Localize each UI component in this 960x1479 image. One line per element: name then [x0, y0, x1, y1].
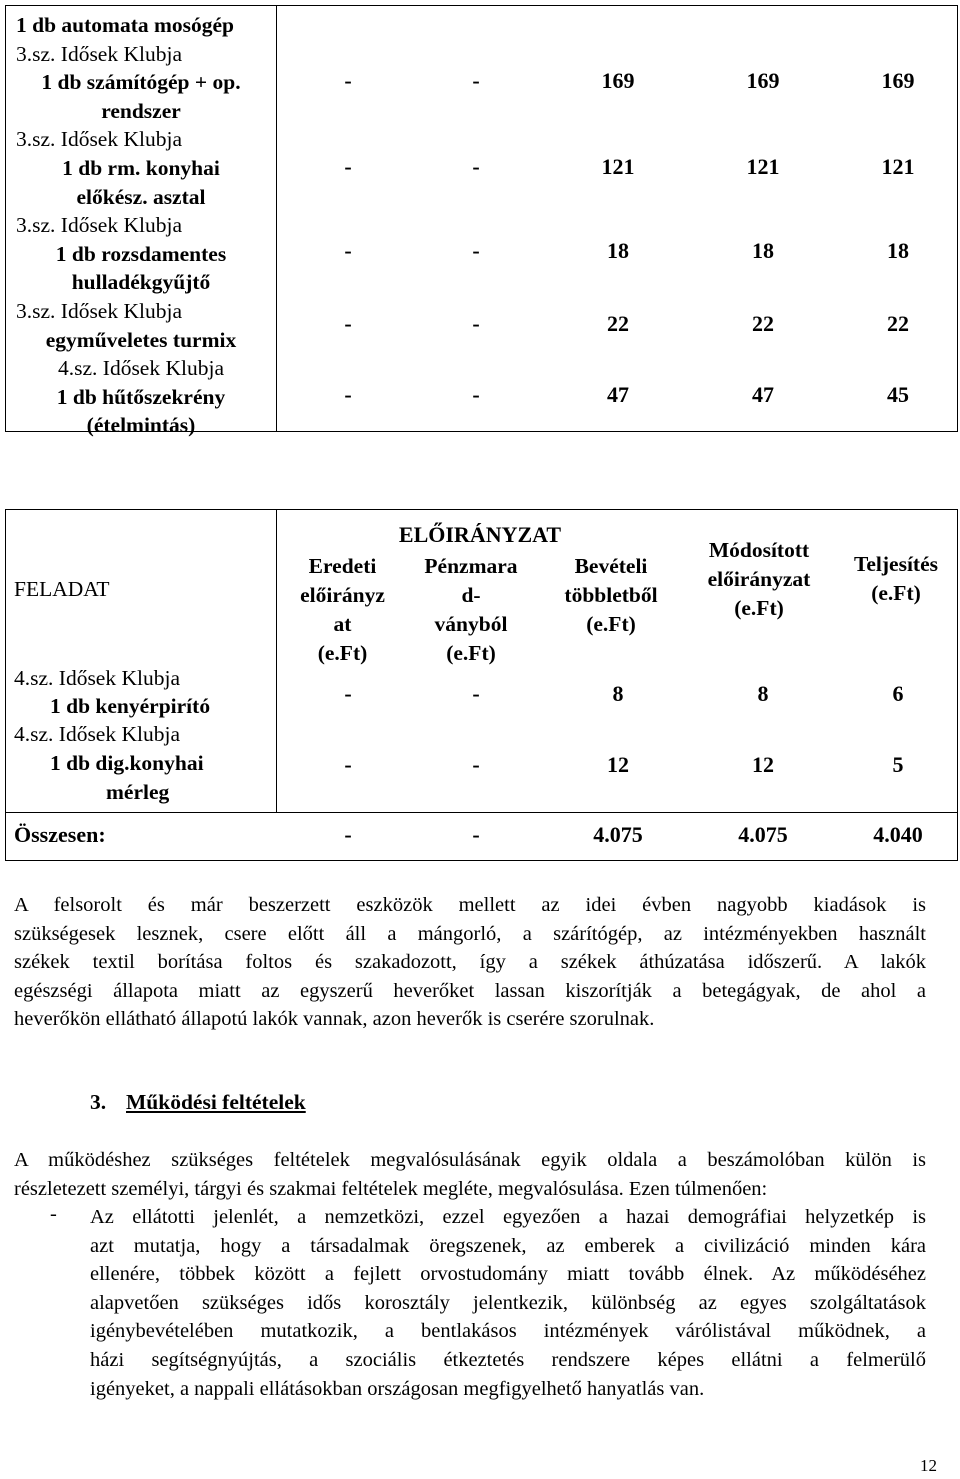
header-penzmaradvany	[401, 552, 541, 668]
header-teljesites	[834, 550, 958, 608]
equipment-line: hulladékgyűjtő	[71, 270, 211, 295]
equipment-line: 1 db rozsdamentes	[55, 241, 227, 266]
table-cell: -	[344, 154, 352, 179]
page-number: 12	[920, 1456, 937, 1475]
header-line: előirányz	[300, 583, 385, 607]
table-cell: -	[472, 311, 480, 336]
equipment-line: 1 db rm. konyhai	[62, 155, 220, 180]
bullet-dash: -	[50, 1203, 57, 1225]
header-line: Teljesítés	[854, 552, 938, 576]
header-line: Pénzmara	[424, 554, 518, 578]
table-column-divider	[276, 6, 277, 431]
header-line: Módosított	[708, 538, 810, 562]
table-cell: -	[472, 752, 480, 777]
text-line: részletezett személyi, tárgyi és szakmai feltételek megléte, megvalósulása. Ezen túlmenően:	[14, 1177, 768, 1200]
table-cell: 45	[887, 382, 909, 407]
text-line: egészségi állapota miatt az egyszerű heverőket lassan kiszorítják a betegágyak, de ahol a	[14, 979, 926, 1002]
item2-line2: 1 db dig.konyhai	[50, 751, 204, 775]
table-cell: 169	[881, 68, 915, 93]
table-cell: -	[344, 382, 352, 407]
header-line: (e.Ft)	[586, 612, 636, 636]
budget-table	[5, 509, 958, 861]
text-line: igényeket, a nappali ellátásokban országosan megfigyelhető hanyatlás van.	[90, 1377, 705, 1400]
table-cell: 22	[887, 311, 909, 336]
table-cell: 6	[892, 681, 904, 706]
item1-line1: 4.sz. Idősek Klubja	[14, 666, 180, 690]
bullet-paragraph	[90, 1203, 926, 1403]
equipment-names-column	[6, 11, 276, 440]
equipment-line: 3.sz. Idősek Klubja	[16, 127, 182, 152]
text-line: székek textil borítása foltos és szakadozott, így a székek áthúzatása időszerű. A lakók	[14, 951, 926, 974]
equipment-line: 1 db automata mosógép	[16, 13, 235, 37]
header-line: (e.Ft)	[734, 596, 784, 620]
text-line: szükségesek lesznek, csere előtt áll a mángorló, a szárítógép, az intézményekben használt	[14, 922, 926, 945]
table-cell: 47	[752, 382, 774, 407]
table-cell: 121	[746, 154, 780, 179]
total-cell: 4.075	[593, 822, 643, 847]
eloiranyzat-header: ELŐIRÁNYZAT	[398, 522, 562, 547]
text-line: alapvetően szükséges idős korosztály jelentkezik, különbség az egyes szolgáltatások	[90, 1291, 926, 1314]
text-line: heverőkön ellátható állapotú lakók vannak, azon heverők is cserére szorulnak.	[14, 1008, 655, 1031]
header-line: ványból	[434, 612, 508, 636]
table-cell: -	[344, 68, 352, 93]
total-cell: 4.075	[738, 822, 788, 847]
equipment-line: egyműveletes turmix	[45, 327, 237, 352]
text-line: A felsorolt és már beszerzett eszközök mellett az idei évben nagyobb kiadások is	[14, 894, 926, 916]
total-label: Összesen:	[14, 822, 106, 847]
table-cell: 8	[757, 681, 769, 706]
header-line: (e.Ft)	[317, 641, 368, 665]
table-cell: 5	[892, 752, 904, 777]
header-line: (e.Ft)	[871, 581, 921, 605]
total-cell: -	[472, 822, 480, 847]
header-line: (e.Ft)	[446, 641, 496, 665]
table-cell: -	[472, 68, 480, 93]
text-line: házi segítségnyújtás, a szociális étkeztetés rendszere képes ellátni a felmerülő	[90, 1348, 926, 1371]
equipment-line: 3.sz. Idősek Klubja	[16, 41, 182, 66]
table-cell: 169	[746, 68, 780, 93]
equipment-line: előkész. asztal	[76, 184, 206, 209]
table-cell: 169	[601, 68, 635, 93]
table-cell: -	[344, 238, 352, 263]
table-cell: -	[344, 311, 352, 336]
paragraph-equipment-needs	[14, 891, 926, 1034]
header-line: előirányzat	[707, 567, 811, 591]
header-line: Eredeti	[308, 554, 377, 578]
table-cell: -	[472, 382, 480, 407]
table-cell: -	[344, 681, 352, 706]
table-cell: 22	[752, 311, 774, 336]
equipment-line: 3.sz. Idősek Klubja	[16, 298, 182, 323]
table-cell: 121	[881, 154, 915, 179]
table-cell: 47	[607, 382, 629, 407]
table-cell: 8	[612, 681, 624, 706]
table-cell: 22	[607, 311, 629, 336]
equipment-table-continued	[5, 5, 958, 438]
table-cell: 18	[887, 238, 909, 263]
text-line: azt mutatja, hogy a társadalmak öregszenek, az emberek a civilizáció minden kára	[90, 1234, 926, 1257]
table-cell: -	[472, 681, 480, 706]
header-line: többletből	[564, 583, 658, 607]
table-cell: -	[344, 752, 352, 777]
total-cell: -	[344, 822, 352, 847]
equipment-line: 1 db hűtőszekrény	[56, 384, 226, 409]
section-heading	[90, 1090, 306, 1115]
table-cell: 18	[607, 238, 629, 263]
table-cell: -	[472, 238, 480, 263]
total-row-divider	[6, 812, 957, 813]
header-beveteli	[541, 552, 681, 639]
text-line: Az ellátotti jelenlét, a nemzetközi, ezzel egyezően a hazai demográfiai helyzetkép is	[90, 1206, 926, 1228]
table-cell: 12	[607, 752, 629, 777]
item1-line2: 1 db kenyérpirító	[50, 694, 211, 718]
equipment-line: 1 db számítógép + op.	[41, 70, 241, 95]
section-number: 3.	[90, 1090, 107, 1114]
equipment-line: 3.sz. Idősek Klubja	[16, 213, 182, 238]
table-cell: 121	[601, 154, 635, 179]
paragraph-operating-conditions	[14, 1146, 926, 1203]
header-line: Bevételi	[574, 554, 648, 578]
item2-line1: 4.sz. Idősek Klubja	[14, 722, 180, 746]
equipment-line: (ételmintás)	[86, 413, 196, 438]
text-line: A működéshez szükséges feltételek megvalósulásának egyik oldala a beszámolóban külön is	[14, 1149, 926, 1171]
section-title: Működési feltételek	[126, 1090, 306, 1114]
item2-line3: mérleg	[106, 780, 170, 804]
text-line: ellenére, többek között a fejlett orvostudomány miatt tovább élnek. Az működéséhez	[90, 1263, 926, 1286]
header-line: d-	[461, 583, 481, 607]
total-cell: 4.040	[873, 822, 923, 847]
equipment-line: 4.sz. Idősek Klubja	[58, 356, 224, 381]
table-cell: 18	[752, 238, 774, 263]
table-cell: -	[472, 154, 480, 179]
feladat-header: FELADAT	[14, 577, 110, 601]
header-line: at	[333, 612, 352, 636]
equipment-line: rendszer	[101, 98, 181, 123]
header-eredeti	[276, 552, 409, 668]
table-cell: 12	[752, 752, 774, 777]
text-line: igénybevételében mutatkozik, a bentlakásos intézmények várólistával működnek, a	[90, 1320, 926, 1343]
header-modositott	[684, 536, 834, 623]
